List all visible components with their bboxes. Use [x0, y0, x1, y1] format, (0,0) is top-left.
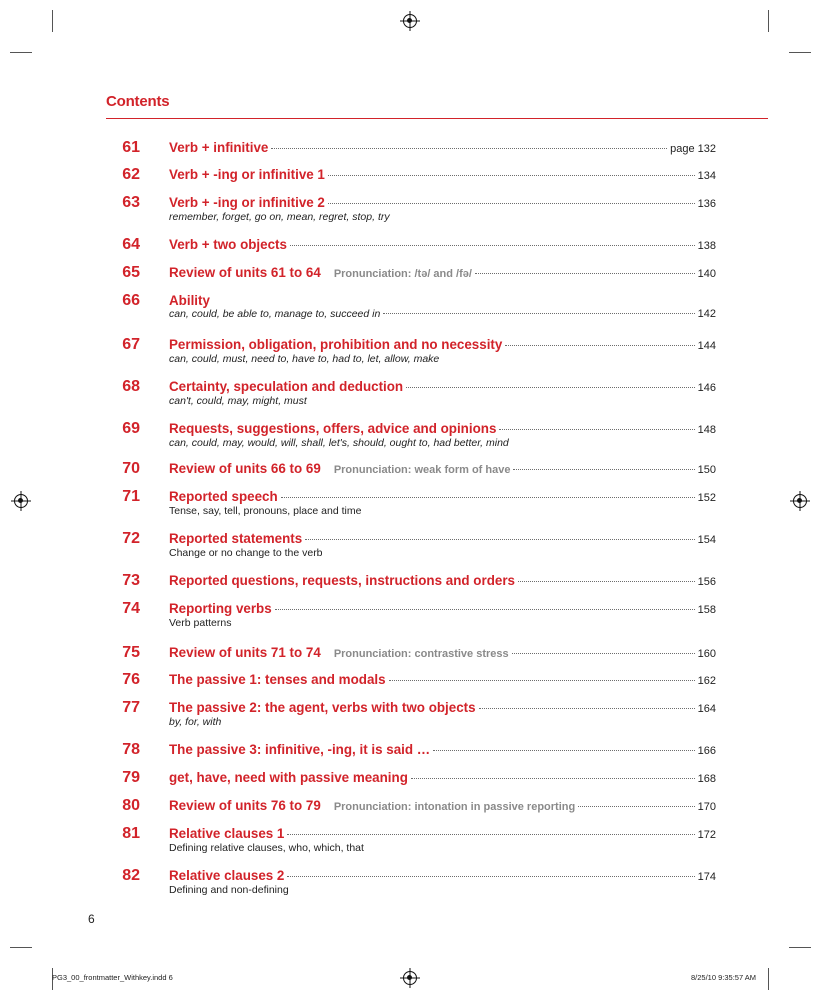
unit-title: Verb + two objects [169, 237, 287, 252]
unit-number: 79 [122, 769, 140, 786]
page-ref: 158 [697, 604, 716, 616]
unit-title: The passive 3: infinitive, -ing, it is said … [169, 742, 431, 757]
unit-title: Certainty, speculation and deduction [169, 379, 404, 394]
unit-number: 64 [122, 236, 140, 253]
crop-mark [10, 52, 32, 53]
dot-leader [505, 345, 694, 346]
toc-entry[interactable] [106, 379, 716, 407]
toc-entry[interactable] [106, 700, 716, 728]
subtitle-line [169, 308, 716, 320]
title-divider [106, 118, 768, 119]
toc-entry[interactable] [106, 237, 716, 252]
crop-mark [10, 947, 32, 948]
toc-entry[interactable] [106, 293, 716, 320]
page-ref: 164 [697, 703, 716, 715]
unit-title: Reported questions, requests, instructions and orders [169, 573, 515, 588]
dot-leader [275, 609, 695, 610]
toc-entry[interactable] [106, 645, 716, 660]
unit-title: Reported speech [169, 489, 278, 504]
toc-entry[interactable] [106, 601, 716, 629]
pronunciation-note: Pronunciation: weak form of have [333, 464, 511, 476]
unit-subtitle: Defining relative clauses, who, which, that [169, 842, 364, 854]
unit-title: get, have, need with passive meaning [169, 770, 408, 785]
dot-leader [271, 148, 667, 149]
dot-leader [513, 469, 694, 470]
unit-number: 66 [122, 292, 140, 309]
dot-leader [290, 245, 695, 246]
unit-subtitle: Verb patterns [169, 617, 232, 629]
pronunciation-note: Pronunciation: /tə/ and /fə/ [333, 268, 472, 280]
unit-subtitle: remember, forget, go on, mean, regret, stop, try [169, 211, 390, 223]
unit-number: 81 [122, 825, 140, 842]
unit-title: Review of units 61 to 64 [169, 265, 321, 280]
toc-entry[interactable] [106, 421, 716, 449]
page-ref: 138 [697, 240, 716, 252]
unit-number: 69 [122, 420, 140, 437]
toc-entry[interactable] [106, 742, 716, 757]
dot-leader [328, 203, 695, 204]
unit-number: 65 [122, 264, 140, 281]
file-slug: PG3_00_frontmatter_Withkey.indd 6 [52, 973, 173, 982]
dot-leader [512, 653, 695, 654]
page-ref: 134 [697, 170, 716, 182]
pronunciation-note: Pronunciation: intonation in passive reporting [333, 801, 576, 813]
unit-number: 70 [122, 460, 140, 477]
unit-title: Review of units 76 to 79 [169, 798, 321, 813]
unit-title: The passive 2: the agent, verbs with two objects [169, 700, 476, 715]
dot-leader [281, 497, 695, 498]
crop-mark [789, 52, 811, 53]
unit-number: 61 [122, 139, 140, 156]
toc-entry[interactable] [106, 672, 716, 687]
unit-number: 63 [122, 194, 140, 211]
page-ref: 136 [697, 198, 716, 210]
unit-number: 74 [122, 600, 140, 617]
unit-title: Review of units 71 to 74 [169, 645, 321, 660]
dot-leader [518, 581, 695, 582]
unit-subtitle: can, could, may, would, will, shall, let's, should, ought to, had better, mind [169, 437, 509, 449]
unit-number: 73 [122, 572, 140, 589]
page-ref: 160 [697, 648, 716, 660]
dot-leader [287, 876, 694, 877]
crop-mark [768, 968, 769, 990]
unit-subtitle: Change or no change to the verb [169, 547, 323, 559]
unit-title: Requests, suggestions, offers, advice and opinions [169, 421, 497, 436]
dot-leader [411, 778, 695, 779]
unit-title: Relative clauses 2 [169, 868, 285, 883]
toc-entry[interactable] [106, 868, 716, 896]
page-ref: 170 [697, 801, 716, 813]
unit-subtitle: Defining and non-defining [169, 884, 289, 896]
date-slug: 8/25/10 9:35:57 AM [691, 973, 757, 982]
page-ref: 144 [697, 340, 716, 352]
page-title: Contents [106, 93, 170, 110]
unit-subtitle: can't, could, may, might, must [169, 395, 307, 407]
toc-entry[interactable] [106, 140, 716, 155]
dot-leader [499, 429, 694, 430]
dot-leader [389, 680, 695, 681]
page-ref: 150 [697, 464, 716, 476]
page-ref: 172 [697, 829, 716, 841]
unit-subtitle: Tense, say, tell, pronouns, place and time [169, 505, 362, 517]
unit-number: 72 [122, 530, 140, 547]
unit-title: Verb + -ing or infinitive 1 [169, 167, 325, 182]
crop-mark [768, 10, 769, 32]
pronunciation-note: Pronunciation: contrastive stress [333, 648, 509, 660]
unit-number: 67 [122, 336, 140, 353]
registration-mark-icon [403, 971, 417, 985]
dot-leader [287, 834, 694, 835]
page-ref: 140 [697, 268, 716, 280]
unit-number: 76 [122, 671, 140, 688]
page-ref: 156 [697, 576, 716, 588]
toc-entry[interactable] [106, 167, 716, 182]
crop-mark [52, 10, 53, 32]
dot-leader [479, 708, 695, 709]
unit-subtitle: by, for, with [169, 716, 222, 728]
unit-number: 80 [122, 797, 140, 814]
toc-entry[interactable] [106, 573, 716, 588]
unit-number: 75 [122, 644, 140, 661]
page-ref: 168 [697, 773, 716, 785]
page-ref: 142 [697, 308, 716, 320]
unit-title: Verb + -ing or infinitive 2 [169, 195, 325, 210]
page-ref: 152 [697, 492, 716, 504]
unit-number: 82 [122, 867, 140, 884]
toc-entry[interactable] [106, 826, 716, 854]
dot-leader [578, 806, 694, 807]
unit-title: Reporting verbs [169, 601, 272, 616]
dot-leader [475, 273, 695, 274]
page-ref: 166 [697, 745, 716, 757]
toc-entry[interactable] [106, 265, 716, 280]
unit-number: 77 [122, 699, 140, 716]
unit-title: Permission, obligation, prohibition and no necessity [169, 337, 503, 352]
unit-title: Verb + infinitive [169, 140, 269, 155]
toc-entry[interactable] [106, 531, 716, 559]
toc-entry[interactable] [106, 195, 716, 223]
crop-mark [789, 947, 811, 948]
dot-leader [383, 313, 694, 314]
registration-mark-icon [793, 494, 807, 508]
page-ref: 154 [697, 534, 716, 546]
page-ref: 148 [697, 424, 716, 436]
page-ref: 174 [697, 871, 716, 883]
unit-title: Ability [169, 293, 210, 308]
unit-number: 62 [122, 166, 140, 183]
toc-entry[interactable] [106, 489, 716, 517]
toc-entry[interactable] [106, 770, 716, 785]
unit-title: Reported statements [169, 531, 303, 546]
unit-number: 78 [122, 741, 140, 758]
registration-mark-icon [403, 14, 417, 28]
unit-title: Relative clauses 1 [169, 826, 285, 841]
page-number: 6 [88, 912, 95, 926]
page-ref: 162 [697, 675, 716, 687]
toc-entry[interactable] [106, 461, 716, 476]
page-ref: page 132 [670, 143, 716, 155]
unit-number: 68 [122, 378, 140, 395]
dot-leader [433, 750, 694, 751]
toc-entry[interactable] [106, 798, 716, 813]
dot-leader [328, 175, 695, 176]
unit-subtitle: can, could, be able to, manage to, succeed in [169, 308, 381, 320]
dot-leader [305, 539, 694, 540]
unit-title: The passive 1: tenses and modals [169, 672, 386, 687]
page-ref: 146 [697, 382, 716, 394]
dot-leader [406, 387, 695, 388]
unit-subtitle: can, could, must, need to, have to, had to, let, allow, make [169, 353, 440, 365]
unit-number: 71 [122, 488, 140, 505]
unit-title: Review of units 66 to 69 [169, 461, 321, 476]
registration-mark-icon [14, 494, 28, 508]
toc-entry[interactable] [106, 337, 716, 365]
